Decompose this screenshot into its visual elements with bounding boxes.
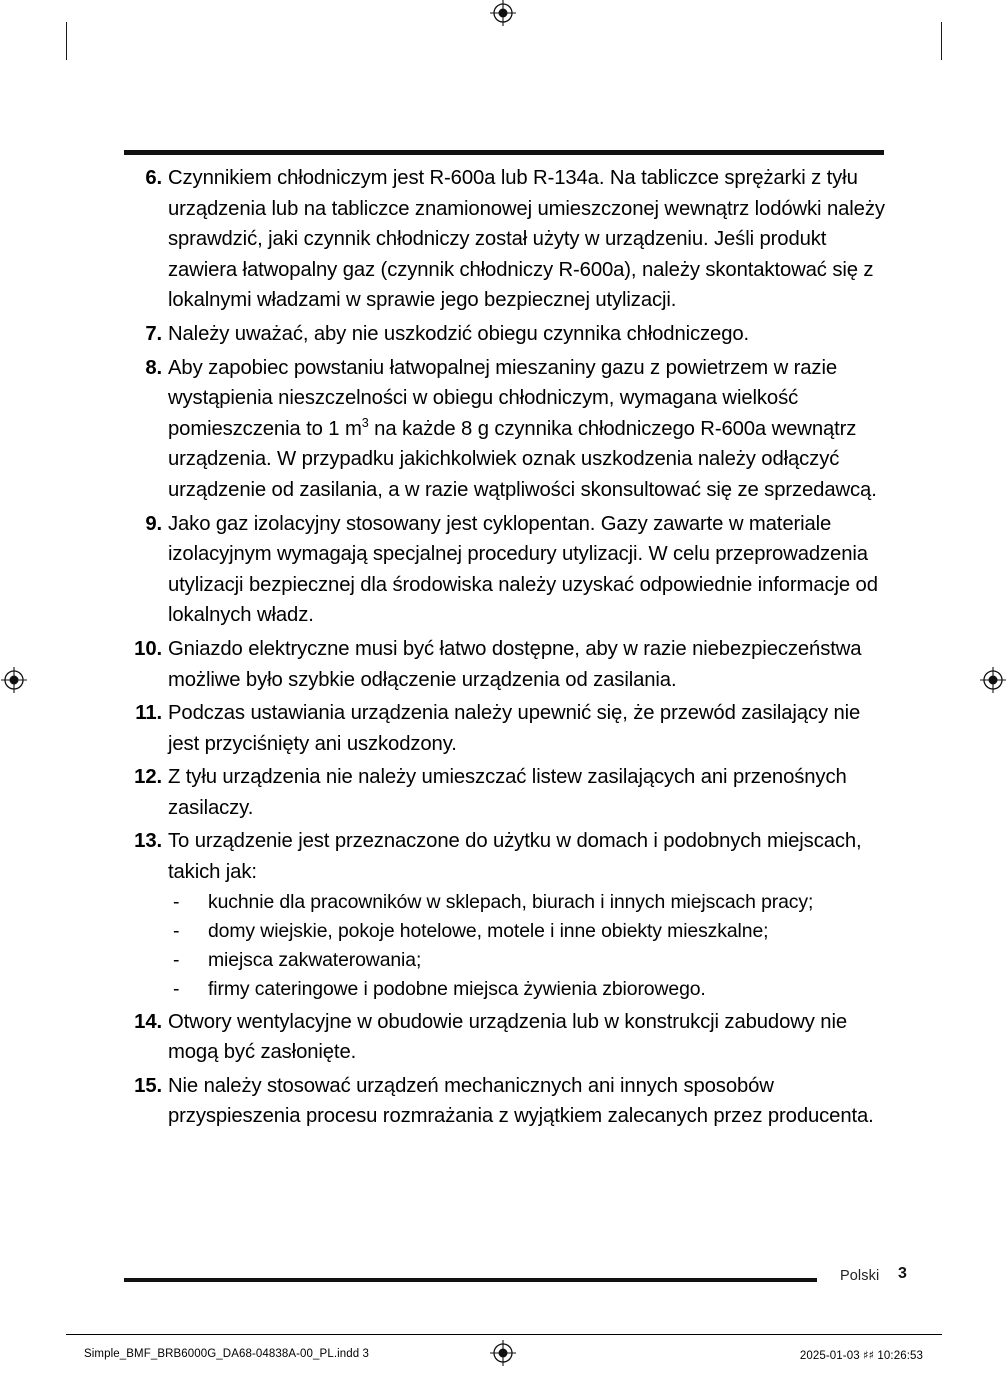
list-item <box>124 319 886 350</box>
list-item-text-part-2: na każde 8 g czynnika chłodniczego R-600a wewnątrz urządzenia. W przypadku jakichkolwiek oznak uszkodzenia należy odłączyć urządzenie od zasilania, a w razie wątpliwości skonsultować się ze sprzedawcą. <box>168 417 877 501</box>
sub-list-item <box>168 975 886 1004</box>
superscript-cubic: 3 <box>361 415 369 430</box>
list-item-text-part-1: Aby zapobiec powstaniu łatwopalnej mieszaniny gazu z powietrzem w razie wystąpienia nieszczelności w obiegu chłodniczym, wymagana wielkość pomieszczenia to 1 m <box>168 356 837 440</box>
list-item-number: 6. <box>145 167 162 189</box>
sub-list-marker: - <box>173 948 180 971</box>
list-item-text <box>168 353 886 506</box>
sub-list-marker: - <box>173 919 180 942</box>
header-rule <box>124 150 884 155</box>
registration-mark-left <box>1 667 27 693</box>
slug-time: 10:26:53 <box>877 1350 923 1362</box>
list-item-text: Otwory wentylacyjne w obudowie urządzenia lub w konstrukcji zabudowy nie mogą być zasłonięte. <box>168 1010 848 1064</box>
slug-filename: Simple_BMF_BRB6000G_DA68-04838A-00_PL.indd 3 <box>84 1348 370 1360</box>
list-item <box>124 353 886 506</box>
list-item-number: 15. <box>134 1074 162 1097</box>
crop-mark-top-left-vertical <box>66 22 67 60</box>
crop-mark-top-right-vertical <box>941 22 942 60</box>
list-item-number: 13. <box>134 830 162 853</box>
sub-list-marker: - <box>173 890 180 913</box>
list-item-text: Z tyłu urządzenia nie należy umieszczać listew zasilających ani przenośnych zasilaczy. <box>168 766 847 819</box>
sub-list-item <box>168 917 886 946</box>
sub-list-item <box>168 888 886 917</box>
list-item-number: 14. <box>134 1010 162 1033</box>
registration-mark-top <box>490 0 516 26</box>
list-item-text: Jako gaz izolacyjny stosowany jest cyklopentan. Gazy zawarte w materiale izolacyjnym wymagają specjalnej procedury utylizacji. W celu przeprowadzenia utylizacji bezpiecznej dla środowiska należy uzyskać odpowiednie informacje od lokalnych władz. <box>168 512 878 627</box>
list-item-number: 12. <box>134 766 162 789</box>
list-item <box>124 163 886 316</box>
sub-list-item <box>168 946 886 975</box>
list-item-text: Należy uważać, aby nie uszkodzić obiegu czynnika chłodniczego. <box>168 322 750 345</box>
numbered-instruction-list <box>124 163 886 1132</box>
sub-list-item-text: kuchnie dla pracowników w sklepach, biurach i innych miejscach pracy; <box>208 890 814 913</box>
list-item-number: 7. <box>145 322 162 345</box>
sub-list-item-text: domy wiejskie, pokoje hotelowe, motele i inne obiekty mieszkalne; <box>208 919 769 942</box>
sub-list-marker: - <box>173 977 180 1000</box>
list-item-number: 9. <box>145 512 162 535</box>
sub-list-item-text: firmy cateringowe i podobne miejsca żywienia zbiorowego. <box>208 977 706 1000</box>
registration-mark-right <box>980 667 1006 693</box>
list-item <box>124 762 886 823</box>
list-item <box>124 1071 886 1132</box>
footer-language: Polski <box>840 1268 880 1284</box>
list-item <box>124 634 886 695</box>
list-item <box>124 1007 886 1068</box>
registration-mark-bottom <box>490 1340 516 1366</box>
list-item-number: 10. <box>134 637 162 660</box>
slug-timestamp <box>800 1348 923 1362</box>
list-item-text: To urządzenie jest przeznaczone do użytku w domach i podobnych miejscach, takich jak: <box>168 830 862 884</box>
list-item-text: Nie należy stosować urządzeń mechanicznych ani innych sposobów przyspieszenia procesu rozmrażania z wyjątkiem zalecanych przez producenta. <box>168 1074 874 1128</box>
list-item <box>124 826 886 1003</box>
list-item <box>124 698 886 759</box>
list-item-text: Czynnikiem chłodniczym jest R-600a lub R-134a. Na tabliczce sprężarki z tyłu urządzenia lub na tabliczce znamionowej umieszczonej wewnątrz lodówki należy sprawdzić, jaki czynnik chłodniczy został użyty w urządzeniu. Jeśli produkt zawiera łatwopalny gaz (czynnik chłodniczy R-600a), należy skontaktować się z lokalnymi władzami w sprawie jego bezpiecznej utylizacji. <box>168 167 885 312</box>
slug-date: 2025-01-03 <box>799 1350 860 1362</box>
safety-instructions-content <box>124 163 886 1135</box>
sub-list <box>168 888 886 1004</box>
slug-rule <box>66 1334 942 1335</box>
sub-list-item-text: miejsca zakwaterowania; <box>208 948 422 971</box>
list-item <box>124 509 886 631</box>
list-item-number: 11. <box>135 702 162 725</box>
list-item-number: 8. <box>145 356 162 379</box>
list-item-text: Gniazdo elektryczne musi być łatwo dostępne, aby w razie niebezpieczeństwa możliwe było szybkie odłączenie urządzenia od zasilania. <box>168 637 862 691</box>
footer-rule <box>124 1278 817 1282</box>
clock-icon: ♯♯ <box>862 1348 875 1362</box>
footer-page-number: 3 <box>898 1265 907 1282</box>
list-item-text: Podczas ustawiania urządzenia należy upewnić się, że przewód zasilający nie jest przyciśnięty ani uszkodzony. <box>168 702 861 755</box>
